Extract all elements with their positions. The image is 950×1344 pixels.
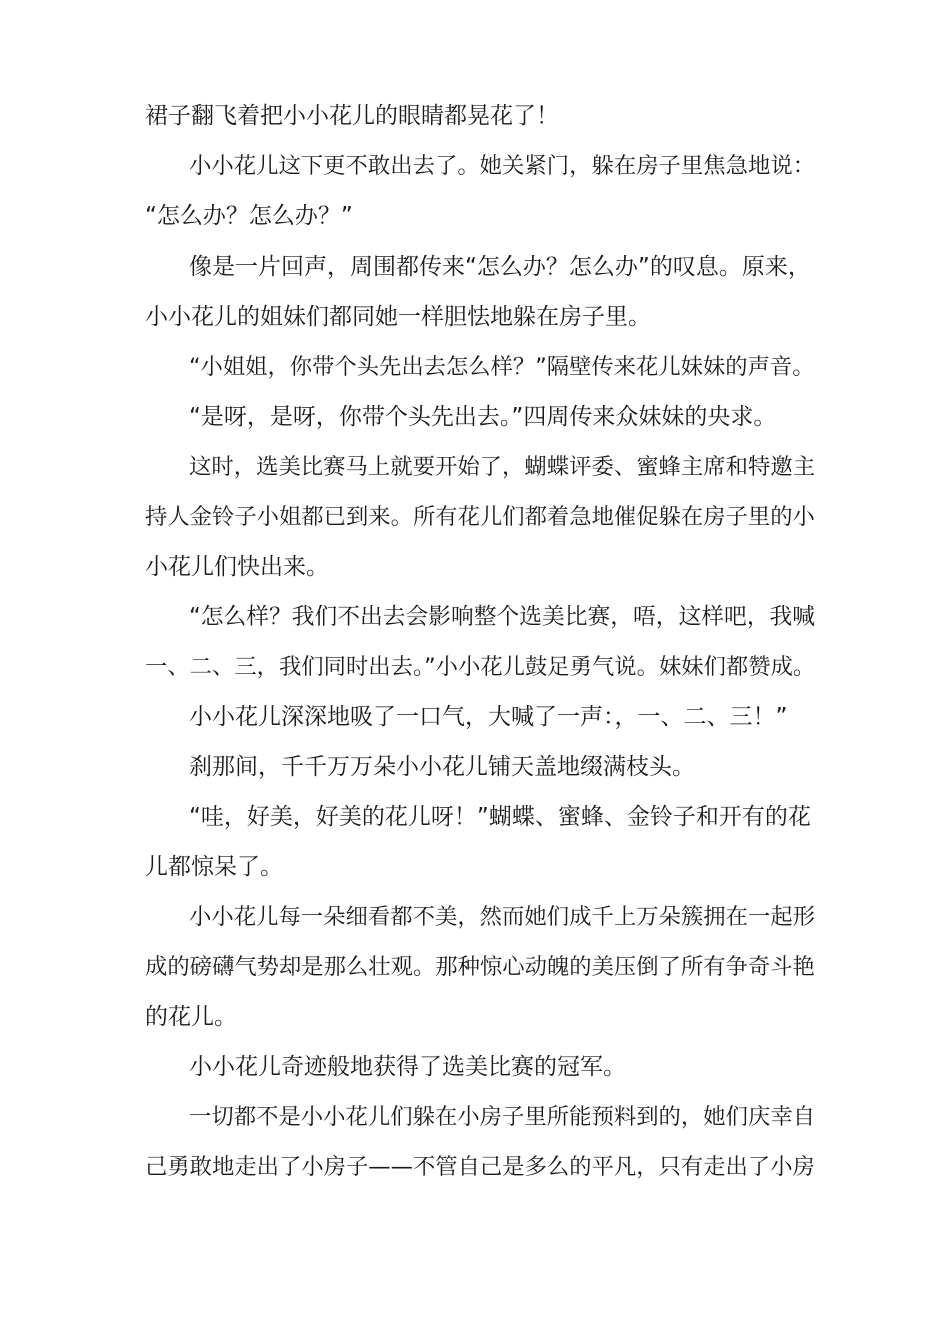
- text-line: 裙子翻飞着把小小花儿的眼睛都晃花了！: [145, 103, 559, 129]
- text-line: 小小花儿每一朵细看都不美，然而她们成千上万朵簇拥在一起形: [189, 904, 816, 930]
- text-line: 一、二、三，我们同时出去。”小小花儿鼓足勇气说。妹妹们都赞成。: [145, 654, 816, 680]
- text-line: 小小花儿深深地吸了一口气，大喊了一声：，一、二、三！”: [189, 704, 788, 730]
- text-line: 这时，选美比赛马上就要开始了，蝴蝶评委、蜜蜂主席和特邀主: [189, 454, 816, 480]
- text-line: 儿都惊呆了。: [145, 854, 283, 880]
- text-line: 小小花儿的姐妹们都同她一样胆怯地躲在房子里。: [145, 304, 651, 330]
- text-line: 小花儿们快出来。: [145, 554, 329, 580]
- text-line: “怎么样？我们不出去会影响整个选美比赛，唔，这样吧，我喊: [189, 604, 816, 630]
- text-line: 一切都不是小小花儿们躲在小房子里所能预料到的，她们庆幸自: [189, 1104, 816, 1130]
- text-line: 己勇敢地走出了小房子——不管自己是多么的平凡，只有走出了小房: [145, 1154, 815, 1180]
- text-line: 成的磅礴气势却是那么壮观。那种惊心动魄的美压倒了所有争奇斗艳: [145, 954, 815, 980]
- text-line: 小小花儿奇迹般地获得了选美比赛的冠军。: [189, 1054, 626, 1080]
- text-line: 持人金铃子小姐都已到来。所有花儿们都着急地催促躲在房子里的小: [145, 504, 815, 530]
- text-line: “哇，好美，好美的花儿呀！”蝴蝶、蜜蜂、金铃子和开有的花: [189, 804, 811, 830]
- text-line: 刹那间，千千万万朵小小花儿铺天盖地缀满枝头。: [189, 754, 695, 780]
- text-line: 小小花儿这下更不敢出去了。她关紧门，躲在房子里焦急地说：: [189, 153, 816, 179]
- text-line: 的花儿。: [145, 1004, 237, 1030]
- text-line: 像是一片回声，周围都传来“怎么办？怎么办”的叹息。原来，: [189, 254, 811, 280]
- text-line: “怎么办？怎么办？”: [145, 203, 353, 229]
- text-line: “是呀，是呀，你带个头先出去。”四周传来众妹妹的央求。: [189, 404, 777, 430]
- text-line: “小姐姐，你带个头先出去怎么样？”隔壁传来花儿妹妹的声音。: [189, 354, 815, 380]
